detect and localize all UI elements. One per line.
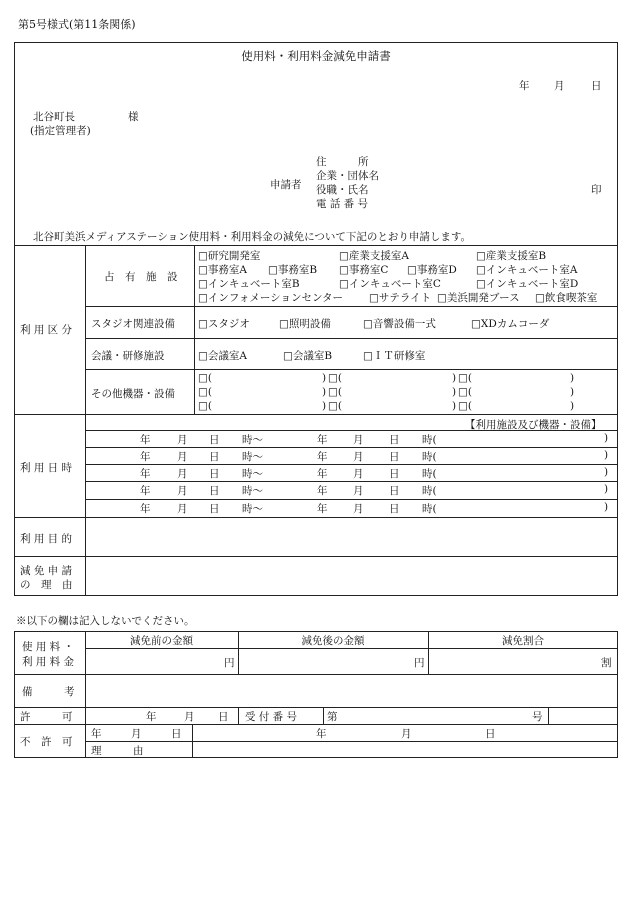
checkbox-cafe[interactable]: □飲食喫茶室 bbox=[535, 292, 598, 304]
form-title: 使用料・利用料金減免申請書 bbox=[241, 49, 391, 63]
dt-to-day: 日 bbox=[389, 434, 400, 446]
checkbox-sound[interactable]: □音響設備一式 bbox=[363, 318, 436, 330]
other-close: ) bbox=[570, 372, 575, 384]
dt-from-year: 年 bbox=[140, 434, 151, 446]
date-day: 日 bbox=[591, 80, 602, 92]
receipt-go: 号 bbox=[532, 711, 543, 723]
other-close: ) bbox=[322, 372, 327, 384]
date-year: 年 bbox=[519, 80, 530, 92]
checkbox-incubate-d[interactable]: □インキュベート室D bbox=[476, 278, 579, 290]
other-close: ) bbox=[322, 386, 327, 398]
dt-close: ) bbox=[604, 483, 609, 495]
other-open[interactable]: □( bbox=[458, 386, 473, 398]
occupancy-label: 占 有 施 設 bbox=[104, 271, 178, 283]
amount-after-header: 減免後の金額 bbox=[301, 635, 365, 647]
dt-from-month: 月 bbox=[177, 468, 188, 480]
checkbox-office-c[interactable]: □事務室C bbox=[339, 264, 389, 276]
addressee-honorific: 様 bbox=[128, 111, 139, 123]
checkbox-office-b[interactable]: □事務室B bbox=[268, 264, 318, 276]
other-close: ) bbox=[452, 400, 457, 412]
other-open[interactable]: □( bbox=[198, 386, 213, 398]
denial-month: 月 bbox=[131, 728, 142, 740]
dt-from-hour: 時〜 bbox=[242, 485, 263, 497]
checkbox-mihama-booth[interactable]: □美浜開発ブース bbox=[437, 292, 520, 304]
usage-category-label: 利 用 区 分 bbox=[20, 324, 73, 336]
dt-from-day: 日 bbox=[209, 485, 220, 497]
dt-to-day: 日 bbox=[389, 451, 400, 463]
reason-label-line1: 減 免 申 請 bbox=[20, 565, 73, 577]
dt-to-hour: 時( bbox=[422, 485, 437, 497]
checkbox-information-center[interactable]: □インフォメーションセンター bbox=[198, 292, 344, 304]
dt-to-year: 年 bbox=[317, 434, 328, 446]
dt-from-year: 年 bbox=[140, 468, 151, 480]
dt-to-month: 月 bbox=[353, 503, 364, 515]
checkbox-industry-support-a[interactable]: □産業支援室A bbox=[339, 250, 410, 262]
other-open[interactable]: □( bbox=[328, 400, 343, 412]
denial-year-2: 年 bbox=[316, 728, 327, 740]
dt-to-year: 年 bbox=[317, 485, 328, 497]
seal-mark: 印 bbox=[591, 184, 602, 196]
checkbox-research-room[interactable]: □研究開発室 bbox=[198, 250, 261, 262]
denial-day: 日 bbox=[171, 728, 182, 740]
addressee-name: 北谷町長 bbox=[33, 111, 75, 123]
denial-label: 不 許 可 bbox=[20, 736, 73, 748]
dt-to-year: 年 bbox=[317, 468, 328, 480]
checkbox-office-a[interactable]: □事務室A bbox=[198, 264, 248, 276]
checkbox-industry-support-b[interactable]: □産業支援室B bbox=[476, 250, 547, 262]
checkbox-it-room[interactable]: □ＩＴ研修室 bbox=[363, 350, 426, 362]
addressee-manager: (指定管理者) bbox=[30, 125, 91, 137]
checkbox-lighting[interactable]: □照明設備 bbox=[279, 318, 331, 330]
permit-month: 月 bbox=[184, 711, 195, 723]
dt-from-year: 年 bbox=[140, 503, 151, 515]
permit-day: 日 bbox=[218, 711, 229, 723]
dt-to-hour: 時( bbox=[422, 434, 437, 446]
denial-month-2: 月 bbox=[401, 728, 412, 740]
permit-year: 年 bbox=[146, 711, 157, 723]
dt-from-day: 日 bbox=[209, 503, 220, 515]
dt-close: ) bbox=[604, 501, 609, 513]
dt-from-month: 月 bbox=[177, 434, 188, 446]
checkbox-xdcam[interactable]: □XDカムコーダ bbox=[471, 318, 550, 330]
other-close: ) bbox=[452, 386, 457, 398]
other-open[interactable]: □( bbox=[328, 372, 343, 384]
form-number: 第5号様式(第11条関係) bbox=[18, 18, 136, 31]
dt-to-month: 月 bbox=[353, 468, 364, 480]
dt-from-hour: 時〜 bbox=[242, 434, 263, 446]
usage-purpose-label: 利 用 目 的 bbox=[20, 533, 73, 545]
dt-close: ) bbox=[604, 466, 609, 478]
studio-label: スタジオ関連設備 bbox=[91, 318, 175, 330]
dt-to-day: 日 bbox=[389, 503, 400, 515]
checkbox-incubate-c[interactable]: □インキュベート室C bbox=[339, 278, 441, 290]
other-equipment-label: その他機器・設備 bbox=[91, 388, 175, 400]
reduction-ratio-header: 減免割合 bbox=[502, 635, 544, 647]
amount-before-header: 減免前の金額 bbox=[130, 635, 193, 647]
statement: 北谷町美浜メディアステーション使用料・利用料金の減免について下記のとおり申請します。 bbox=[33, 231, 472, 243]
applicant-title-name: 役職・氏名 bbox=[316, 184, 369, 196]
dt-to-month: 月 bbox=[353, 451, 364, 463]
other-open[interactable]: □( bbox=[458, 400, 473, 412]
other-open[interactable]: □( bbox=[458, 372, 473, 384]
meeting-label: 会議・研修施設 bbox=[91, 350, 165, 362]
fee-label-line1: 使 用 料 ・ bbox=[22, 641, 75, 653]
applicant-company: 企業・団体名 bbox=[316, 170, 379, 182]
checkbox-satellite[interactable]: □サテライト bbox=[369, 292, 432, 304]
dt-from-month: 月 bbox=[177, 485, 188, 497]
dt-to-year: 年 bbox=[317, 503, 328, 515]
dt-to-hour: 時( bbox=[422, 468, 437, 480]
reason-label-line2: の 理 由 bbox=[20, 579, 73, 591]
checkbox-meeting-b[interactable]: □会議室B bbox=[283, 350, 333, 362]
usage-datetime-label: 利 用 日 時 bbox=[20, 462, 73, 474]
applicant-phone: 電 話 番 号 bbox=[316, 198, 369, 210]
applicant-address: 住 所 bbox=[316, 156, 369, 168]
checkbox-incubate-b[interactable]: □インキュベート室B bbox=[198, 278, 300, 290]
receipt-number-label: 受 付 番 号 bbox=[245, 711, 298, 723]
other-open[interactable]: □( bbox=[198, 400, 213, 412]
dt-close: ) bbox=[604, 449, 609, 461]
other-close: ) bbox=[570, 386, 575, 398]
dt-to-month: 月 bbox=[353, 485, 364, 497]
applicant-label: 申請者 bbox=[270, 179, 302, 191]
dt-to-year: 年 bbox=[317, 451, 328, 463]
dt-from-day: 日 bbox=[209, 434, 220, 446]
checkbox-studio[interactable]: □スタジオ bbox=[198, 318, 250, 330]
remarks-label: 備 考 bbox=[22, 686, 75, 698]
checkbox-incubate-a[interactable]: □インキュベート室A bbox=[476, 264, 578, 276]
denial-day-2: 日 bbox=[485, 728, 496, 740]
dt-from-hour: 時〜 bbox=[242, 503, 263, 515]
dt-from-month: 月 bbox=[177, 451, 188, 463]
usage-datetime-note: 【利用施設及び機器・設備】 bbox=[465, 419, 602, 431]
dt-to-hour: 時( bbox=[422, 451, 437, 463]
wari-unit: 割 bbox=[601, 657, 612, 669]
dt-to-day: 日 bbox=[389, 485, 400, 497]
checkbox-meeting-a[interactable]: □会議室A bbox=[198, 350, 248, 362]
other-close: ) bbox=[322, 400, 327, 412]
dt-from-month: 月 bbox=[177, 503, 188, 515]
fee-label-line2: 利 用 料 金 bbox=[22, 656, 75, 668]
dt-from-day: 日 bbox=[209, 468, 220, 480]
other-close: ) bbox=[452, 372, 457, 384]
dt-to-day: 日 bbox=[389, 468, 400, 480]
denial-reason-label: 理 由 bbox=[91, 745, 144, 757]
office-use-notice: ※以下の欄は記入しないでください。 bbox=[16, 615, 195, 627]
other-close: ) bbox=[570, 400, 575, 412]
date-month: 月 bbox=[554, 80, 565, 92]
dt-to-month: 月 bbox=[353, 434, 364, 446]
denial-year: 年 bbox=[91, 728, 102, 740]
dt-from-hour: 時〜 bbox=[242, 451, 263, 463]
dt-from-year: 年 bbox=[140, 485, 151, 497]
yen-before: 円 bbox=[224, 657, 235, 669]
receipt-dai: 第 bbox=[327, 711, 338, 723]
dt-from-year: 年 bbox=[140, 451, 151, 463]
other-open[interactable]: □( bbox=[328, 386, 343, 398]
dt-from-hour: 時〜 bbox=[242, 468, 263, 480]
dt-close: ) bbox=[604, 432, 609, 444]
dt-from-day: 日 bbox=[209, 451, 220, 463]
other-open[interactable]: □( bbox=[198, 372, 213, 384]
checkbox-office-d[interactable]: □事務室D bbox=[407, 264, 457, 276]
dt-to-hour: 時( bbox=[422, 503, 437, 515]
permit-label: 許 可 bbox=[20, 711, 73, 723]
yen-after: 円 bbox=[414, 657, 425, 669]
